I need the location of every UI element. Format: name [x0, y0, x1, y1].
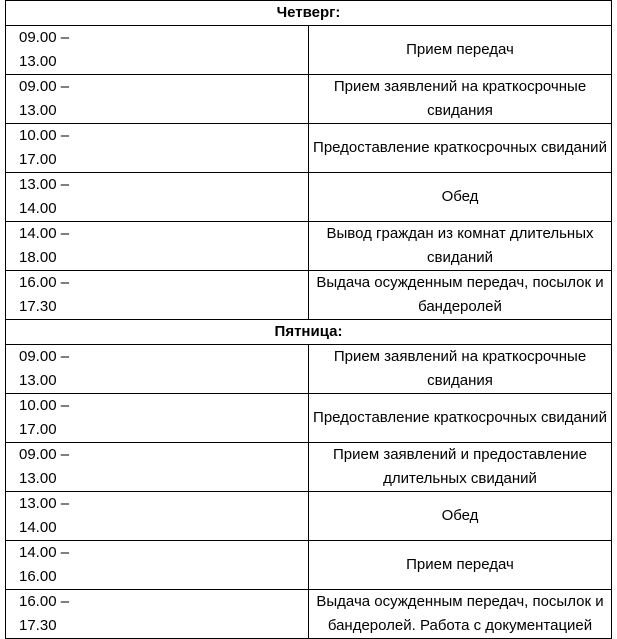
time-start: 09.00 –: [19, 78, 70, 95]
time-end: 17.30: [19, 298, 57, 315]
time-end: 18.00: [19, 249, 57, 266]
time-end: 17.00: [19, 151, 57, 168]
activity-description: Прием заявлений на краткосрочные свидания: [309, 75, 612, 124]
time-start: 14.00 –: [19, 225, 70, 242]
schedule-body: [6, 1, 612, 639]
table-row: [6, 271, 612, 320]
schedule-table: [5, 0, 612, 639]
time-range: [6, 590, 309, 639]
day-header-friday: Пятница:: [6, 320, 612, 345]
table-row: [6, 541, 612, 590]
time-end: 13.00: [19, 372, 57, 389]
activity-description: Прием заявлений на краткосрочные свидания: [309, 345, 612, 394]
time-end: 13.00: [19, 102, 57, 119]
time-start: 09.00 –: [19, 348, 70, 365]
table-row: [6, 394, 612, 443]
table-row: [6, 492, 612, 541]
time-range: [6, 394, 309, 443]
time-range: [6, 26, 309, 75]
time-start: 09.00 –: [19, 29, 70, 46]
time-start: 10.00 –: [19, 397, 70, 414]
time-end: 14.00: [19, 200, 57, 217]
activity-description: Предоставление краткосрочных свиданий: [309, 394, 612, 443]
table-row: [6, 75, 612, 124]
activity-description: Обед: [309, 492, 612, 541]
time-range: [6, 222, 309, 271]
time-start: 16.00 –: [19, 274, 70, 291]
time-range: [6, 271, 309, 320]
activity-description: Вывод граждан из комнат длительных свиданий: [309, 222, 612, 271]
activity-description: Прием заявлений и предоставление длительных свиданий: [309, 443, 612, 492]
time-range: [6, 75, 309, 124]
time-start: 09.00 –: [19, 446, 70, 463]
activity-description: Предоставление краткосрочных свиданий: [309, 124, 612, 173]
time-end: 17.30: [19, 617, 57, 634]
time-start: 10.00 –: [19, 127, 70, 144]
table-row: [6, 590, 612, 639]
time-start: 14.00 –: [19, 544, 70, 561]
activity-description: Прием передач: [309, 26, 612, 75]
table-row: [6, 124, 612, 173]
time-start: 13.00 –: [19, 176, 70, 193]
activity-description: Прием передач: [309, 541, 612, 590]
table-row: [6, 345, 612, 394]
table-row: [6, 173, 612, 222]
day-header-thursday: Четверг:: [6, 1, 612, 26]
time-end: 13.00: [19, 470, 57, 487]
activity-description: Выдача осужденным передач, посылок и бандеролей. Работа с документацией: [309, 590, 612, 639]
time-range: [6, 345, 309, 394]
time-start: 13.00 –: [19, 495, 70, 512]
time-range: [6, 173, 309, 222]
day-header-row: [6, 1, 612, 26]
time-end: 13.00: [19, 53, 57, 70]
time-end: 16.00: [19, 568, 57, 585]
time-range: [6, 541, 309, 590]
table-row: [6, 222, 612, 271]
time-start: 16.00 –: [19, 593, 70, 610]
time-range: [6, 492, 309, 541]
day-header-row: [6, 320, 612, 345]
table-row: [6, 443, 612, 492]
time-range: [6, 124, 309, 173]
time-end: 14.00: [19, 519, 57, 536]
time-range: [6, 443, 309, 492]
activity-description: Выдача осужденным передач, посылок и бандеролей: [309, 271, 612, 320]
time-end: 17.00: [19, 421, 57, 438]
activity-description: Обед: [309, 173, 612, 222]
table-row: [6, 26, 612, 75]
